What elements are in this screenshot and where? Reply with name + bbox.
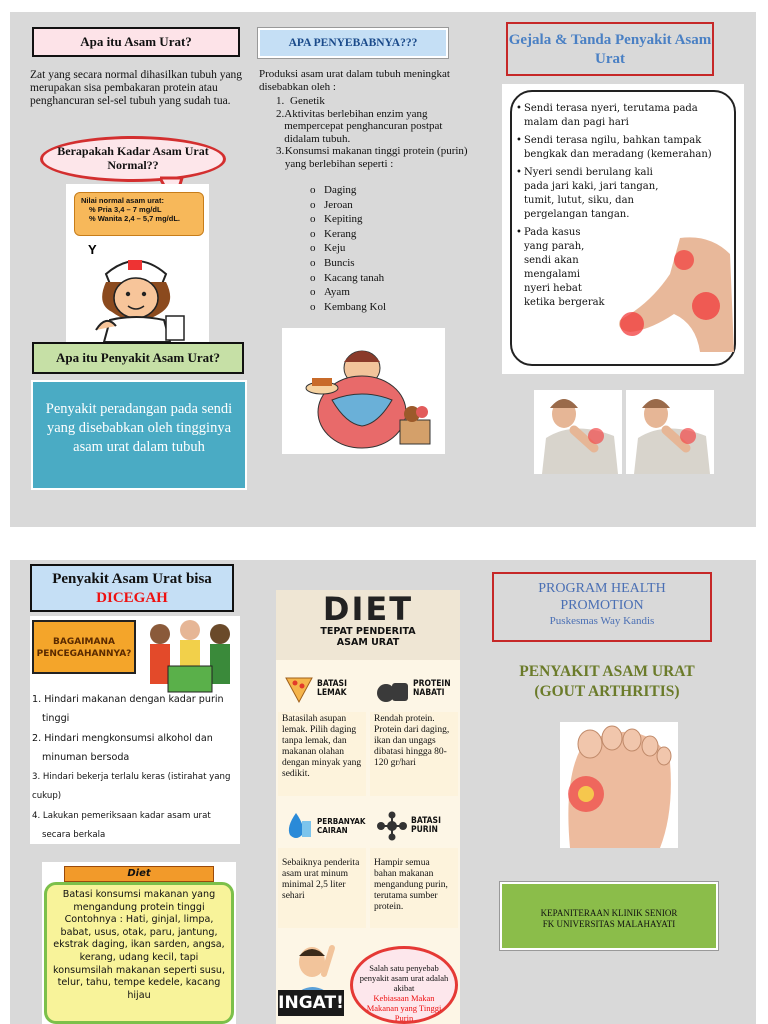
water-drop-icon (284, 811, 314, 841)
apa-itu-title: Apa itu Asam Urat? (80, 34, 192, 49)
kepaniteraan-line1: KEPANITERAAN KLINIK SENIOR (540, 908, 678, 918)
diet-box-panel (42, 862, 236, 1024)
pencegahan-item-1: 1. Hindari makanan dengan kadar purin tinggi (32, 694, 224, 724)
food-item: o Ayam (310, 286, 350, 299)
diet-box-title-tab (64, 866, 214, 882)
normal-value-title: Nilai normal asam urat: (81, 196, 164, 205)
painful-foot-icon (610, 234, 738, 354)
food-item: o Kembang Kol (310, 300, 387, 313)
tile-text-1: Batasilah asupan lemak. Pilih daging tanpa lemak, dan makanan olahan dengan minyak yang sedikit. (278, 712, 366, 796)
diet-box-content (44, 882, 234, 1024)
tile-text-3: Sebaiknya penderita asam urat minum minimal 2,5 liter sehari (278, 848, 366, 928)
gejala-item: • Sendi terasa ngilu, bahkan tampak bengkak dan meradang (kemerahan) (516, 135, 712, 160)
gout-foot-photo (560, 722, 678, 848)
food-item: o Buncis (310, 256, 355, 269)
kepaniteraan-line2: FK UNIVERSITAS MALAHAYATI (542, 919, 676, 929)
tile-text-2: Rendah protein. Protein dari daging, ikan dan ungags dibatasi hingga 80-120 gr/hari (370, 712, 458, 796)
food-item: o Kacang tanah (310, 271, 385, 284)
diet-box-title: Diet (127, 868, 151, 879)
kadar-bubble (40, 136, 226, 182)
tile-label-4a: BATASI (411, 816, 441, 826)
diet-poster-title: DIET (322, 590, 414, 628)
brochure-page-front (10, 12, 756, 527)
diet-tile-protein (370, 666, 458, 796)
apa-itu-text: Zat yang secara normal dihasilkan tubuh yang merupakan sisa pembakaran protein atau penghancuran sel-sel tubuh yang sudah tua. (30, 69, 243, 107)
shoulder-pain-photo-2 (626, 390, 714, 474)
main-title-line2: (GOUT ARTHRITIS) (534, 683, 680, 700)
program-title-box (492, 572, 712, 642)
penyebab-intro: Produksi asam urat dalam tubuh meningkat disebabkan oleh : (259, 68, 450, 93)
cegah-title-box (30, 564, 234, 612)
meat-icon (376, 675, 410, 703)
woman-eating-illustration (282, 328, 445, 454)
pencegahan-list (32, 690, 238, 844)
gejala-title-box (506, 22, 714, 76)
gejala-item: • Nyeri sendi berulang kali pada jari kaki, jari tangan, tumit, lutut, siku, dan pergelangan tangan. (516, 167, 659, 220)
penyebab-list (276, 95, 472, 170)
penyebab-item-3: 3. Konsumsi makanan tinggi protein (purin) yang berlebihan seperti : (276, 145, 468, 170)
tile-label-2a: PROTEIN (413, 679, 451, 689)
tile-label-3a: PERBANYAK (317, 817, 366, 826)
pencegahan-item-3: 3. Hindari bekerja terlalu keras (istirahat yang cukup) (32, 772, 231, 801)
penyebab-title-box (258, 28, 448, 58)
tile-label-3b: CAIRAN (317, 826, 348, 835)
gejala-item: • Sendi terasa nyeri, terutama pada malam dan pagi hari (516, 103, 698, 128)
gout-foot-icon (560, 722, 678, 848)
apa-itu-title-box (32, 27, 240, 57)
nurse-icon (66, 234, 209, 342)
diet-box-text: Batasi konsumsi makanan yang mengandung protein tinggi Contohnya : Hati, ginjal, limpa, babat, usus, otak, paru, jantung, ekstrak daging, ikan sarden, angsa, kerang, udang kecil, tapi konsumsilah makanan seperti susu, telur, tahu, tempe kedele, kacang hijau (52, 889, 226, 1001)
penyebab-item-1: 1. Genetik (276, 95, 325, 107)
tile-label-2b: NABATI (413, 688, 445, 698)
penyebab-title: APA PENYEBABNYA??? (288, 37, 418, 49)
ingat-label: INGAT! (278, 990, 344, 1016)
tile-label-1a: BATASI (317, 679, 347, 689)
diet-poster (276, 590, 460, 1024)
normal-value-pria: % Pria 3,4 – 7 mg/dL (89, 205, 162, 214)
main-title (492, 662, 722, 702)
penyakit-definition-box (31, 380, 247, 490)
molecule-icon (376, 811, 408, 841)
food-item: o Kerang (310, 227, 357, 240)
diet-tile-lemak (278, 666, 366, 796)
ingat-bubble-text: Salah satu penyebab penyakit asam urat adalah akibat (359, 963, 449, 993)
nurse-illustration (66, 184, 209, 342)
ingat-bubble-highlight: Kebiasaan Makan Makanan yang Tinggi Purin (366, 993, 442, 1023)
pencegahan-banner (32, 620, 136, 674)
shoulder-pain-photo-1 (534, 390, 622, 474)
pencegahan-panel (30, 616, 240, 844)
diet-poster-subtitle-2: ASAM URAT (336, 637, 400, 648)
banner-line2: PENCEGAHANNYA? (36, 649, 132, 659)
food-list (310, 183, 440, 314)
pencegahan-item-4: 4. Lakukan pemeriksaan kadar asam urat secara berkala (32, 811, 211, 840)
tile-text-4: Hampir semua bahan makanan mengandung purin, terutama sumber protein. (370, 848, 458, 928)
cegah-title-line2: DICEGAH (96, 590, 168, 606)
tile-label-1b: LEMAK (317, 688, 347, 698)
ingat-bubble (350, 946, 458, 1024)
program-line3: Puskesmas Way Kandis (549, 615, 655, 627)
woman-eating-icon (282, 328, 445, 454)
food-item: o Jeroan (310, 198, 353, 211)
cegah-title-line1: Penyakit Asam Urat bisa (52, 571, 212, 587)
people-party-icon (138, 616, 240, 694)
penyakit-title-box (32, 342, 244, 374)
diet-poster-subtitle-1: TEPAT PENDERITA (320, 626, 416, 637)
shoulder-pain-icon (626, 390, 714, 474)
gejala-panel (502, 84, 744, 374)
penyakit-definition-text: Penyakit peradangan pada sendi yang disebabkan oleh tingginya asam urat dalam tubuh (45, 401, 233, 455)
brochure-page-back (10, 560, 756, 1024)
main-title-line1: PENYAKIT ASAM URAT (519, 663, 695, 680)
shoulder-pain-icon (534, 390, 622, 474)
pizza-icon (284, 674, 314, 704)
normal-value-wanita: % Wanita 2,4 – 5,7 mg/dL. (89, 214, 180, 223)
food-item: o Kepiting (310, 213, 363, 226)
diet-tile-cairan (278, 804, 366, 928)
pencegahan-item-2: 2. Hindari mengkonsumsi alkohol dan minuman bersoda (32, 733, 213, 763)
penyebab-item-2: 2. Aktivitas berlebihan enzim yang mempercepat penghancuran postpat didalam tubuh. (276, 107, 443, 145)
tile-label-4b: PURIN (411, 825, 438, 835)
svg-text:Y: Y (88, 242, 97, 257)
program-line1: PROGRAM HEALTH (538, 581, 666, 596)
normal-value-note (74, 192, 204, 236)
program-line2: PROMOTION (560, 598, 644, 613)
banner-line1: BAGAIMANA (53, 637, 115, 647)
kadar-bubble-text: Berapakah Kadar Asam Urat Normal?? (57, 144, 209, 172)
penyakit-title: Apa itu Penyakit Asam Urat? (56, 350, 220, 365)
gejala-title: Gejala & Tanda Penyakit Asam Urat (508, 32, 712, 67)
food-item: o Daging (310, 184, 357, 196)
gejala-item: • Pada kasus yang parah, sendi akan mengalami nyeri hebat ketika bergerak (516, 227, 605, 308)
kepaniteraan-box (500, 882, 718, 950)
food-item: o Keju (310, 242, 346, 255)
ingat-panel (276, 940, 460, 1024)
diet-tile-purin (370, 804, 458, 928)
diet-poster-header (276, 590, 460, 660)
